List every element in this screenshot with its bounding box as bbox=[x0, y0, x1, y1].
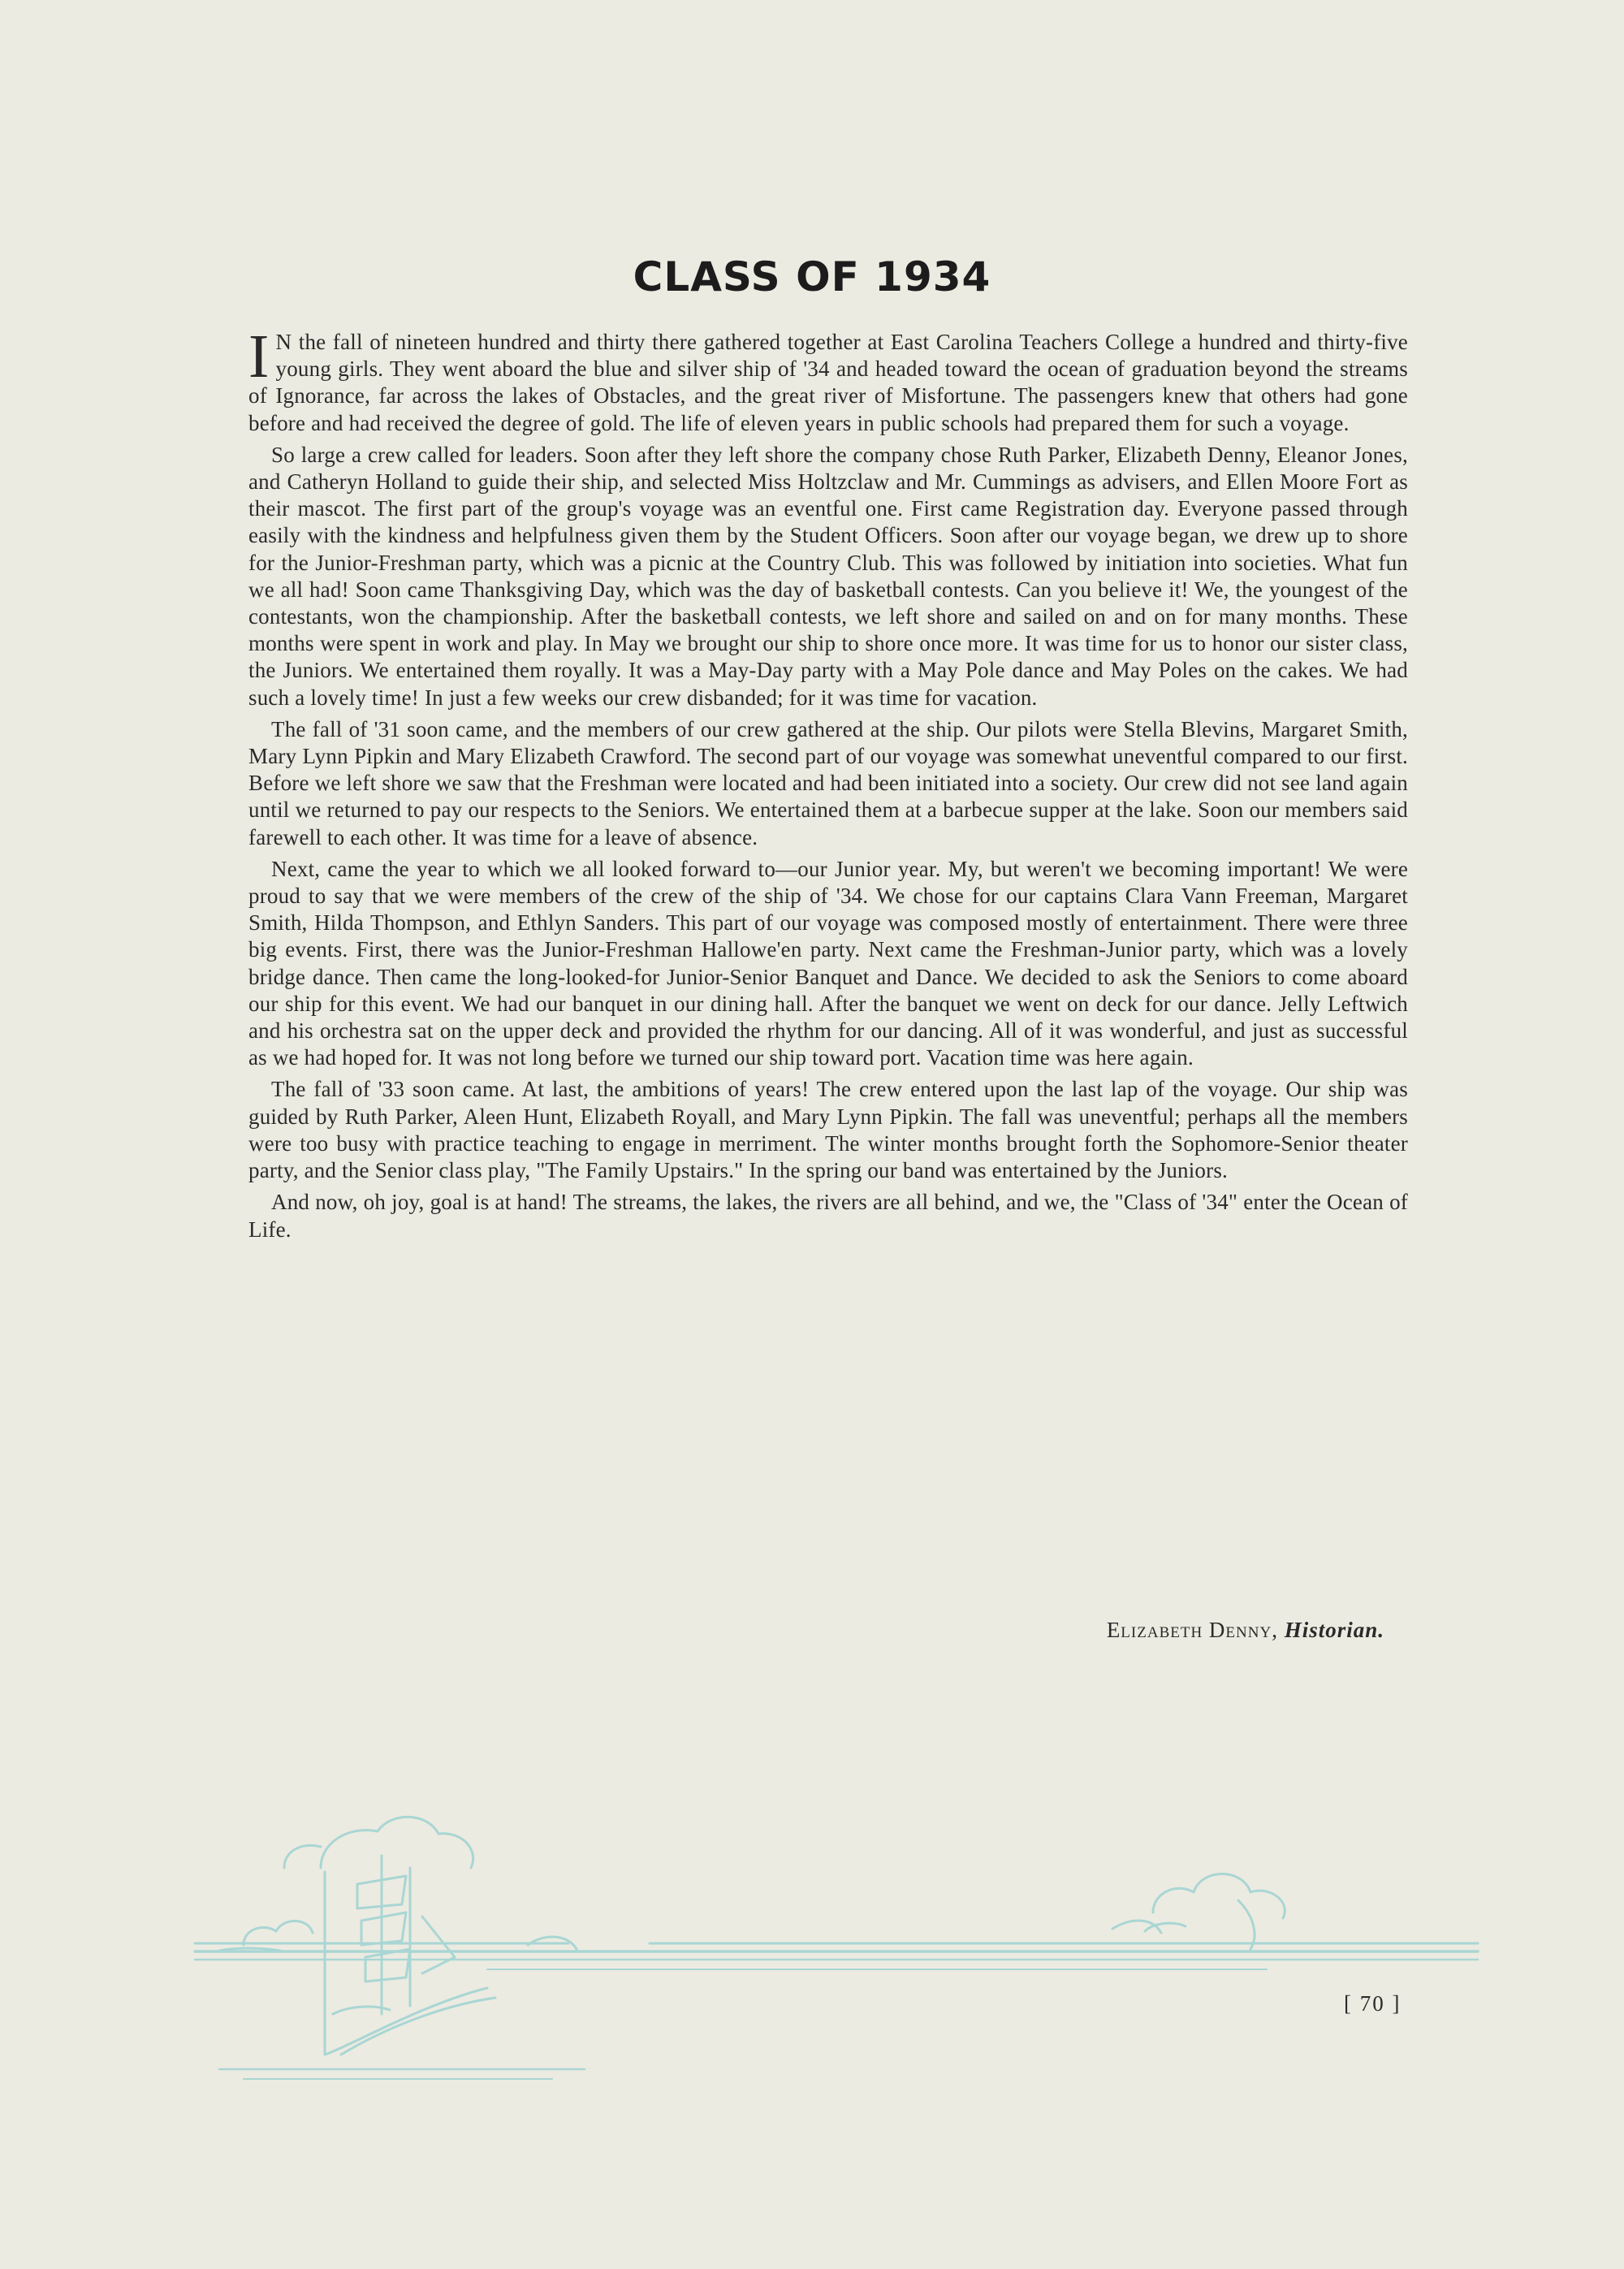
author-name: Elizabeth Denny, bbox=[1106, 1618, 1278, 1642]
paragraph-2: So large a crew called for leaders. Soon after they left shore the company chose Ruth Parker, Elizabeth Denny, Eleanor Jones, and Catheryn Holland to guide their ship, and selected Miss Holtzclaw and Mr. Cummings as advisers, and Ellen Moore Fort as their mascot. The first part of the group's voyage was an eventful one. First came Registration day. Everyone passed through easily with the kindness and helpfulness given them by the Student Officers. Soon after our voyage began, we drew up to shore for the Junior-Freshman party, which was a picnic at the Country Club. This was followed by initiation into societies. What fun we all had! Soon came Thanksgiving Day, which was the day of basketball contests. Can you believe it! We, the youngest of the contestants, won the championship. After the basketball contests, we left shore and sailed on and on for many months. These months were spent in work and play. In May we brought our ship to shore once more. It was time for us to honor our sister class, the Juniors. We entertained them royally. It was a May-Day party with a May Pole dance and May Poles on the cakes. We had such a lovely time! In just a few weeks our crew disbanded; for it was time for vacation. bbox=[248, 442, 1408, 710]
paragraph-6: And now, oh joy, goal is at hand! The streams, the lakes, the rivers are all behind, and we, the "Class of '34" enter the Ocean of Life. bbox=[248, 1190, 1408, 1242]
author-role: Historian. bbox=[1284, 1618, 1384, 1642]
paragraph-4: Next, came the year to which we all looked forward to—our Junior year. My, but weren't we becoming important! We were proud to say that we were members of the crew of the ship of '34. We chose for our captains Clara Vann Freeman, Margaret Smith, Hilda Thompson, and Ethlyn Sanders. This part of our voyage was composed mostly of entertainment. There were three big events. First, there was the Junior-Freshman Hallowe'en party. Next came the Freshman-Junior party, which was a lovely bridge dance. Then came the long-looked-for Junior-Senior Banquet and Dance. We decided to ask the Seniors to come aboard our ship for this event. We had our banquet in our dining hall. After the banquet we went on deck for our dance. Jelly Leftwich and his orchestra sat on the upper deck and provided the rhythm for our dancing. All of it was wonderful, and just as successful as we had hoped for. It was not long before we turned our ship toward port. Vacation time was here again. bbox=[248, 856, 1408, 1070]
paragraph-3: The fall of '31 soon came, and the members of our crew gathered at the ship. Our pilots were Stella Blevins, Margaret Smith, Mary Lynn Pipkin and Mary Elizabeth Crawford. The second part of our voyage was somewhat uneventful compared to our first. Before we left shore we saw that the Freshman were located and had been initiated into a society. Our crew did not see land again until we returned to pay our respects to the Seniors. We entertained them at a barbecue supper at the lake. Soon our members said farewell to each other. It was time for a leave of absence. bbox=[248, 716, 1408, 849]
paragraph-1-text: N the fall of nineteen hundred and thirty there gathered together at East Carolina Teachers College a hundred and thirty-five young girls. They went aboard the blue and silver ship of '34 and headed toward the ocean of graduation beyond the streams of Ignorance, far across the lakes of Obstacles, and the great river of Misfortune. The passengers knew that others had gone before and had received the degree of gold. The life of eleven years in public schools had prepared them for such a voyage. bbox=[248, 330, 1408, 435]
page-title: CLASS OF 1934 bbox=[633, 253, 991, 300]
paragraph-5: The fall of '33 soon came. At last, the ambitions of years! The crew entered upon the last lap of the voyage. Our ship was guided by Ruth Parker, Aleen Hunt, Elizabeth Royall, and Mary Lynn Pipkin. The fall was uneventful; perhaps all the members were too busy with practice teaching to engage in merriment. The winter months brought forth the Sophomore-Senior theater party, and the Senior class play, "The Family Upstairs." In the spring our band was entertained by the Juniors. bbox=[248, 1077, 1408, 1183]
drop-cap: I bbox=[248, 322, 270, 391]
page-number: [ 70 ] bbox=[1344, 1991, 1402, 2016]
